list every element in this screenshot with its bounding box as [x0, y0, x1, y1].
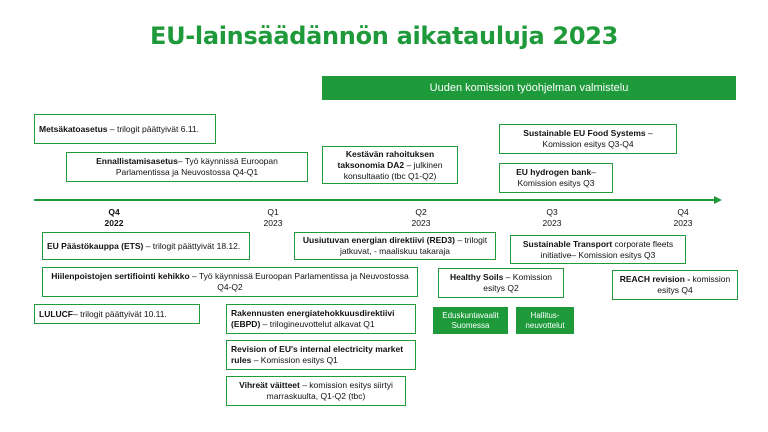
tick-q2-2023 [396, 207, 446, 229]
box-lulucf-text: – trilogit päättyivät 10.11. [73, 308, 167, 319]
tick-quarter: Q3 [546, 207, 558, 217]
box-red3-text: – trilogit jatkuvat, - maaliskuu takaraja [339, 235, 488, 256]
tick-year: 2023 [542, 218, 562, 228]
box-lulucf [34, 304, 200, 324]
tick-q1-2023 [248, 207, 298, 229]
box-metsakatoasetus-title: Metsäkatoasetus [39, 123, 108, 134]
box-vihreat-vaitteet-text: – komission esitys siirtyi marraskuulta, Q1-Q2 (tbc) [266, 380, 393, 401]
box-sustainable-transport-title: Sustainable Transport [522, 238, 613, 249]
box-reach-revision-title: REACH revision - [619, 274, 691, 284]
box-epbd [226, 304, 416, 334]
tick-quarter: Q2 [415, 207, 427, 217]
box-kestavan-rahoituksen [322, 146, 458, 184]
box-ets-title: EU Päästökauppa (ETS) [47, 240, 144, 251]
box-epbd-text: – trilogineuvottelut alkavat Q1 [260, 319, 375, 329]
timeline-arrow-icon [714, 196, 722, 204]
box-healthy-soils [438, 268, 564, 298]
box-ennallistamisasetus [66, 152, 308, 182]
box-hiilenpoistojen [42, 267, 418, 297]
box-metsakatoasetus [34, 114, 216, 144]
box-ennallistamisasetus-title: Ennallistamisasetus [96, 156, 178, 166]
box-vihreat-vaitteet-title: Vihreät väitteet [239, 380, 300, 390]
timeline-axis [34, 199, 716, 201]
box-healthy-soils-text: – Komission esitys Q2 [483, 272, 553, 293]
work-programme-banner: Uuden komission työohjelman valmistelu [322, 76, 736, 100]
box-hydrogen-bank-title: EU hydrogen bank [516, 167, 592, 177]
box-epbd-title: Rakennusten energiatehokkuusdirektiivi (EBPD) [231, 308, 395, 329]
box-red3 [294, 232, 496, 260]
box-hiilenpoistojen-title: Hiilenpoistojen sertifiointi kehikko [51, 271, 190, 281]
eduskuntavaalit-box [433, 307, 508, 334]
page-title: EU-lainsäädännön aikatauluja 2023 [149, 22, 619, 50]
box-electricity-market-title: Revision of EU's internal electricity market rules [231, 344, 404, 365]
box-electricity-market [226, 340, 416, 370]
tick-year: 2022 [104, 218, 124, 228]
box-red3-title: Uusiutuvan energian direktiivi (RED3) [302, 235, 455, 245]
box-ennallistamisasetus-text: – Työ käynnissä Euroopan Parlamentissa ja Neuvostossa Q4-Q1 [115, 156, 278, 177]
tick-q3-2023 [527, 207, 577, 229]
box-healthy-soils-title: Healthy Soils [449, 272, 504, 282]
tick-quarter: Q4 [677, 207, 689, 217]
box-food-systems-title: Sustainable EU Food Systems [523, 128, 646, 138]
box-metsakatoasetus-text: – trilogit päättyivät 6.11. [107, 123, 200, 134]
box-ets-text: – trilogit päättyivät 18.12. [143, 240, 241, 251]
box-food-systems-text: – Komission esitys Q3-Q4 [542, 128, 653, 149]
tick-year: 2023 [673, 218, 693, 228]
tick-year: 2023 [263, 218, 283, 228]
box-reach-revision-text: komission esitys Q4 [657, 274, 731, 295]
tick-quarter: Q4 [108, 207, 120, 217]
tick-year: 2023 [411, 218, 431, 228]
box-hydrogen-bank-text: – Komission esitys Q3 [517, 167, 596, 188]
tick-q4-2022 [89, 207, 139, 229]
box-hydrogen-bank [499, 163, 613, 193]
box-sustainable-transport [510, 235, 686, 264]
eduskuntavaalit-label: Eduskuntavaalit Suomessa [442, 310, 499, 330]
box-ets [42, 232, 250, 260]
tick-q4-2023 [658, 207, 708, 229]
box-food-systems [499, 124, 677, 154]
hallitusneuvottelut-label: Hallitus-neuvottelut [525, 310, 565, 330]
hallitusneuvottelut-box [516, 307, 574, 334]
box-hiilenpoistojen-text: – Työ käynnissä Euroopan Parlamentissa ja Neuvostossa Q4-Q2 [189, 271, 409, 292]
box-kestavan-rahoituksen-text: – julkinen konsultaatio (tbc Q1-Q2) [343, 159, 443, 181]
box-kestavan-rahoituksen-title: Kestävän rahoituksen taksonomia DA2 [337, 148, 435, 170]
box-electricity-market-text: – Komission esitys Q1 [251, 355, 338, 365]
box-sustainable-transport-text: corporate fleets initiative– Komission esitys Q3 [540, 238, 674, 260]
tick-quarter: Q1 [267, 207, 279, 217]
box-vihreat-vaitteet [226, 376, 406, 406]
box-lulucf-title: LULUCF [39, 308, 73, 319]
box-reach-revision [612, 270, 738, 300]
